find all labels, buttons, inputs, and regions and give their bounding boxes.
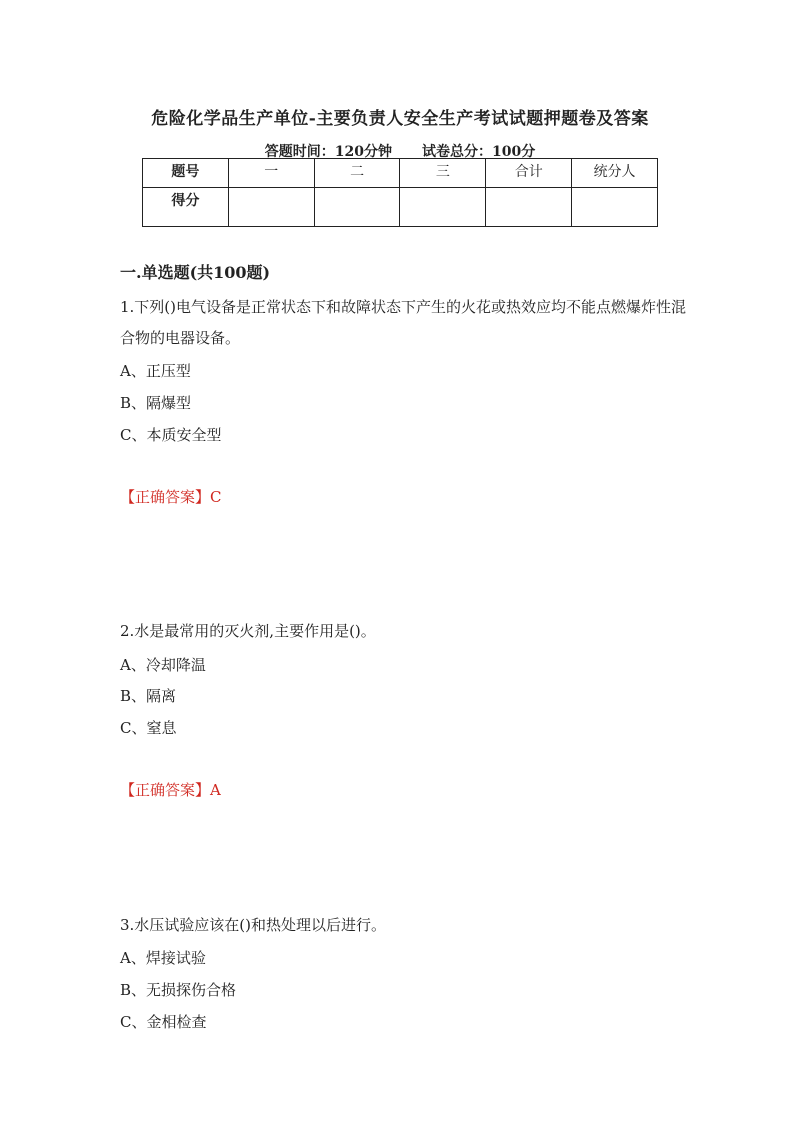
score-cell-part-3 [400,188,486,227]
question-3-option-c: C、金相检查 [120,1013,207,1031]
score-header-part-2: 二 [314,159,400,188]
question-1-option-a: A、正压型 [120,362,191,380]
question-1-option-b: B、隔爆型 [120,394,192,412]
question-2-text: 2.水是最常用的灭火剂,主要作用是()。 [120,622,376,640]
score-table-score-row [143,188,658,227]
question-2-option-a: A、冷却降温 [120,656,206,674]
question-2-option-b: B、隔离 [120,687,177,705]
score-table [142,158,658,227]
question-1-answer: 【正确答案】C [120,488,222,506]
score-header-question-no: 题号 [143,159,229,188]
score-table-header-row [143,159,658,188]
score-row-label: 得分 [143,188,229,227]
question-3-option-a: A、焊接试验 [120,949,206,967]
section-title: 一.单选题(共100题) [120,263,271,282]
question-2-option-c: C、窒息 [120,719,177,737]
question-2-answer: 【正确答案】A [120,781,221,799]
exam-total-score: 试卷总分：100分 [422,144,536,160]
question-3-text: 3.水压试验应该在()和热处理以后进行。 [120,916,387,934]
score-cell-part-1 [228,188,314,227]
score-cell-part-2 [314,188,400,227]
score-cell-total [486,188,572,227]
score-header-scorer: 统分人 [572,159,658,188]
question-1-option-c: C、本质安全型 [120,426,222,444]
score-header-total: 合计 [486,159,572,188]
score-header-part-3: 三 [400,159,486,188]
document-title: 危险化学品生产单位-主要负责人安全生产考试试题押题卷及答案 [151,109,649,129]
question-1-text: 1.下列()电气设备是正常状态下和故障状态下产生的火花或热效应均不能点燃爆炸性混合物的电器设备。 [120,298,687,347]
exam-time: 答题时间：120分钟 [264,144,392,160]
question-3-option-b: B、无损探伤合格 [120,981,237,999]
score-header-part-1: 一 [228,159,314,188]
score-cell-scorer [572,188,658,227]
